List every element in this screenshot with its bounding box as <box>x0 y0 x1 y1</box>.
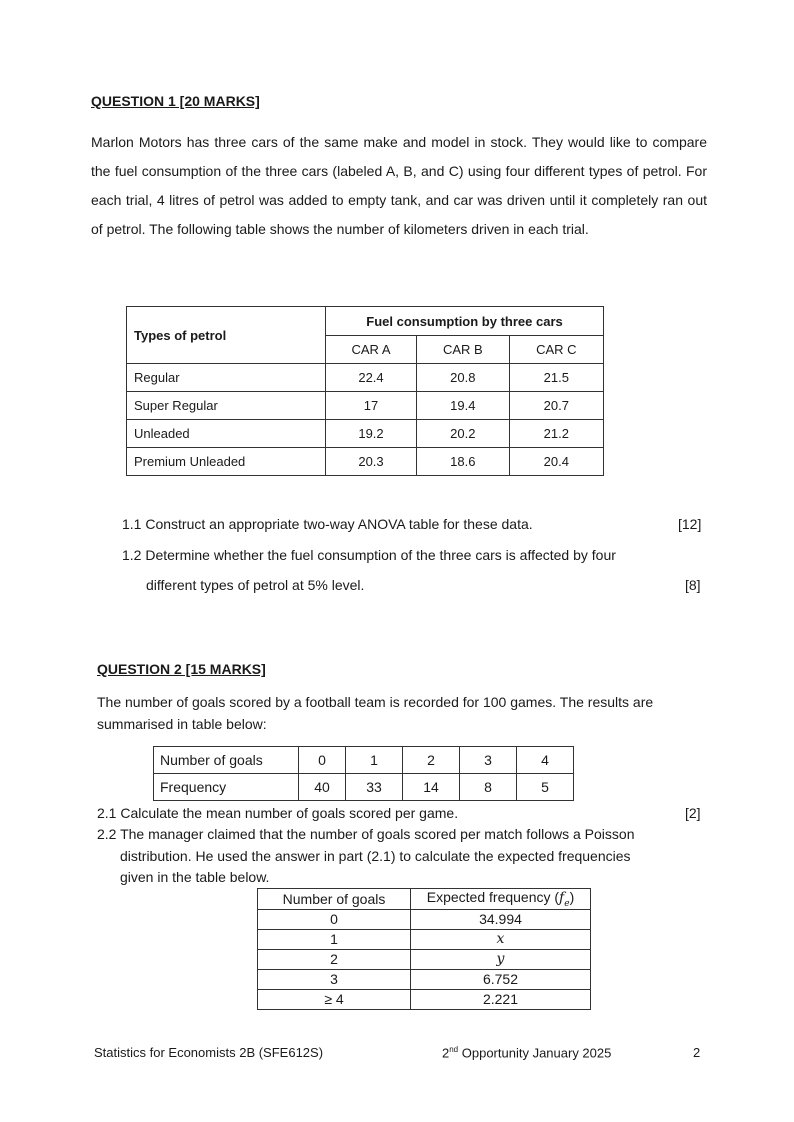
e-subscript: e <box>564 898 570 909</box>
cell: y <box>411 949 591 969</box>
cell: 3 <box>258 969 411 989</box>
table-row <box>154 747 574 774</box>
cell: 8 <box>460 774 517 801</box>
table-row <box>258 889 591 910</box>
col-header-car-b: CAR B <box>417 336 510 364</box>
part-1-2-line2: different types of petrol at 5% level. <box>146 577 365 593</box>
f-symbol: f <box>559 890 565 906</box>
cell: 14 <box>403 774 460 801</box>
header-text: Expected frequency ( <box>426 889 560 905</box>
cell: 20.7 <box>509 392 603 420</box>
table-row <box>127 420 604 448</box>
row-label: Frequency <box>154 774 299 801</box>
opportunity-suffix: nd <box>449 1045 459 1054</box>
cell: 4 <box>517 747 574 774</box>
table-row <box>258 909 591 929</box>
cell: 1 <box>346 747 403 774</box>
table-row <box>154 774 574 801</box>
cell: 0 <box>299 747 346 774</box>
opportunity-number: 2 <box>442 1045 450 1061</box>
part-2-2-line2: distribution. He used the answer in part (2.1) to calculate the expected frequencies <box>120 848 631 864</box>
question-1-title: QUESTION 1 [20 MARKS] <box>91 93 260 109</box>
footer-course: Statistics for Economists 2B (SFE612S) <box>94 1045 324 1060</box>
cell: ≥ 4 <box>258 989 411 1009</box>
cell: 6.752 <box>411 969 591 989</box>
cell: 1 <box>258 929 411 949</box>
footer-opportunity <box>442 1045 611 1060</box>
col-header-car-a: CAR A <box>326 336 417 364</box>
part-1-1-marks: [12] <box>678 516 702 532</box>
part-1-2-marks: [8] <box>685 577 701 593</box>
goals-frequency-table <box>153 746 574 801</box>
part-1-1-text: 1.1 Construct an appropriate two-way ANOVA table for these data. <box>122 516 533 532</box>
opportunity-text: Opportunity January 2025 <box>458 1045 612 1061</box>
cell: 21.2 <box>509 420 603 448</box>
fuel-consumption-table <box>126 306 604 476</box>
cell: 34.994 <box>411 909 591 929</box>
question-1-intro: Marlon Motors has three cars of the same make and model in stock. They would like to compare the fuel consumption of the three cars (labeled A, B, and C) using four different types of petrol. For each trial, 4 litres of petrol was added to empty tank, and car was driven until it completely ran out of petrol. The following table shows the number of kilometers driven in each trial. <box>91 134 707 237</box>
table-row <box>127 364 604 392</box>
table-row <box>127 392 604 420</box>
cell: 22.4 <box>326 364 417 392</box>
types-of-petrol-header: Types of petrol <box>127 307 326 364</box>
cell: 33 <box>346 774 403 801</box>
cell: 17 <box>326 392 417 420</box>
part-2-1-marks: [2] <box>685 805 701 821</box>
table-row <box>258 929 591 949</box>
question-2-intro-line1: The number of goals scored by a football team is recorded for 100 games. The results are <box>97 694 654 710</box>
cell: 5 <box>517 774 574 801</box>
cell: 0 <box>258 909 411 929</box>
cell: 20.3 <box>326 448 417 476</box>
cell: 40 <box>299 774 346 801</box>
expected-frequency-table <box>257 888 591 1010</box>
row-label: Premium Unleaded <box>127 448 326 476</box>
table-row <box>258 969 591 989</box>
table-row <box>258 949 591 969</box>
cell: 2 <box>403 747 460 774</box>
table-row <box>127 448 604 476</box>
table-row <box>258 989 591 1009</box>
col-header-expected-frequency <box>411 889 591 910</box>
part-2-2-line1: 2.2 The manager claimed that the number of goals scored per match follows a Poisson <box>97 826 635 842</box>
cell: 20.2 <box>417 420 510 448</box>
cell: 3 <box>460 747 517 774</box>
row-label: Regular <box>127 364 326 392</box>
cell: 2 <box>258 949 411 969</box>
question-2-intro-line2: summarised in table below: <box>97 716 267 732</box>
cell: 19.2 <box>326 420 417 448</box>
row-label: Super Regular <box>127 392 326 420</box>
cell: 20.4 <box>509 448 603 476</box>
cell: 19.4 <box>417 392 510 420</box>
cell: 21.5 <box>509 364 603 392</box>
cell: 18.6 <box>417 448 510 476</box>
part-2-2-line3: given in the table below. <box>120 869 270 885</box>
close-paren: ) <box>569 889 575 905</box>
fuel-consumption-group-header: Fuel consumption by three cars <box>326 307 604 336</box>
row-label: Number of goals <box>154 747 299 774</box>
question-2-title: QUESTION 2 [15 MARKS] <box>97 661 266 677</box>
col-header-car-c: CAR C <box>509 336 603 364</box>
page-number: 2 <box>693 1045 701 1060</box>
part-1-2-line1: 1.2 Determine whether the fuel consumption of the three cars is affected by four <box>122 547 616 563</box>
part-2-1-text: 2.1 Calculate the mean number of goals scored per game. <box>97 805 459 821</box>
cell: 20.8 <box>417 364 510 392</box>
row-label: Unleaded <box>127 420 326 448</box>
col-header-number-of-goals: Number of goals <box>258 889 411 910</box>
cell: 2.221 <box>411 989 591 1009</box>
cell: x <box>411 929 591 949</box>
